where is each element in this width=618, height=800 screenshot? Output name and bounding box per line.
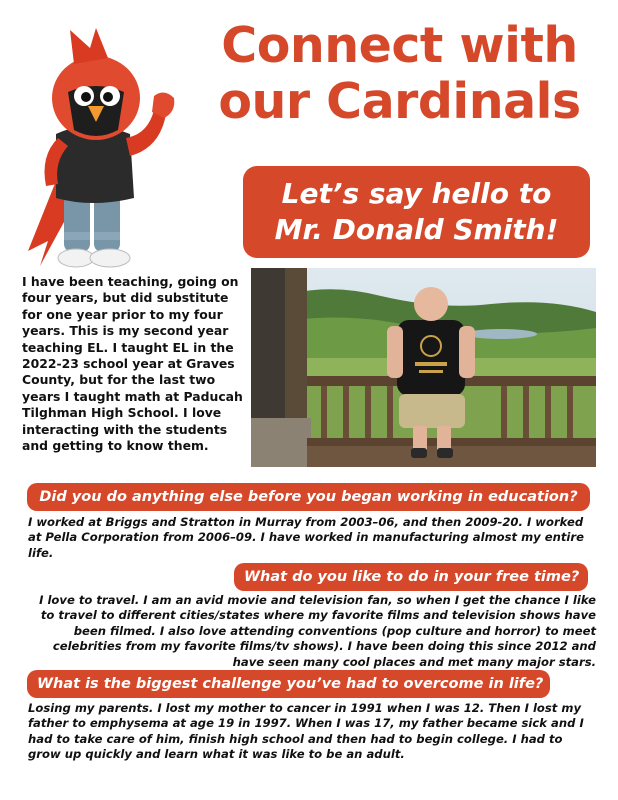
answer-paragraph-1: I worked at Briggs and Stratton in Murray from 2003–06, and then 2009-20. I worked at Pella Corporation from 2006–09. I have worked in manufacturing almost my entire life.: [28, 515, 584, 560]
title-line-1: Connect with: [221, 17, 578, 74]
question-banner-3: What is the biggest challenge you’ve had to overcome in life?: [27, 670, 550, 698]
subtitle-line-1: Let’s say hello to: [281, 177, 552, 210]
answer-paragraph-3: Losing my parents. I lost my mother to cancer in 1991 when I was 12. Then I lost my father to emphysema at age 19 in 1997. When I was 17, my father became sick and I had to take care of him, finish high school and then had to begin college. I had to grow up quickly and learn what it was like to be an adult.: [28, 701, 584, 762]
page-title: [192, 18, 607, 130]
question-banner-2: What do you like to do in your free time?: [234, 563, 588, 591]
answer-paragraph-2: I love to travel. I am an avid movie and television fan, so when I get the chance I like to travel to different cities/states where my favorite films and television shows have been filmed. I also love attending conventions (pop culture and horror) to meet celebrities from my favorite films/tv shows). I have been doing this since 2012 and have seen many cool places and met many major stars.: [39, 593, 596, 669]
question-banner-1: Did you do anything else before you began working in education?: [27, 483, 590, 511]
cardinal-mascot-icon: [18, 26, 188, 276]
intro-paragraph: I have been teaching, going on four years, but did substitute for one year prior to my four years. This is my second year teaching EL. I taught EL in the 2022-23 school year at Graves County, but for the last two years I taught math at Paducah Tilghman High School. I love interacting with the students and getting to know them.: [22, 274, 243, 454]
subtitle-line-2: Mr. Donald Smith!: [274, 213, 559, 246]
title-line-2: our Cardinals: [218, 73, 581, 130]
teacher-photo: [251, 268, 596, 467]
subtitle-banner: [243, 166, 590, 258]
